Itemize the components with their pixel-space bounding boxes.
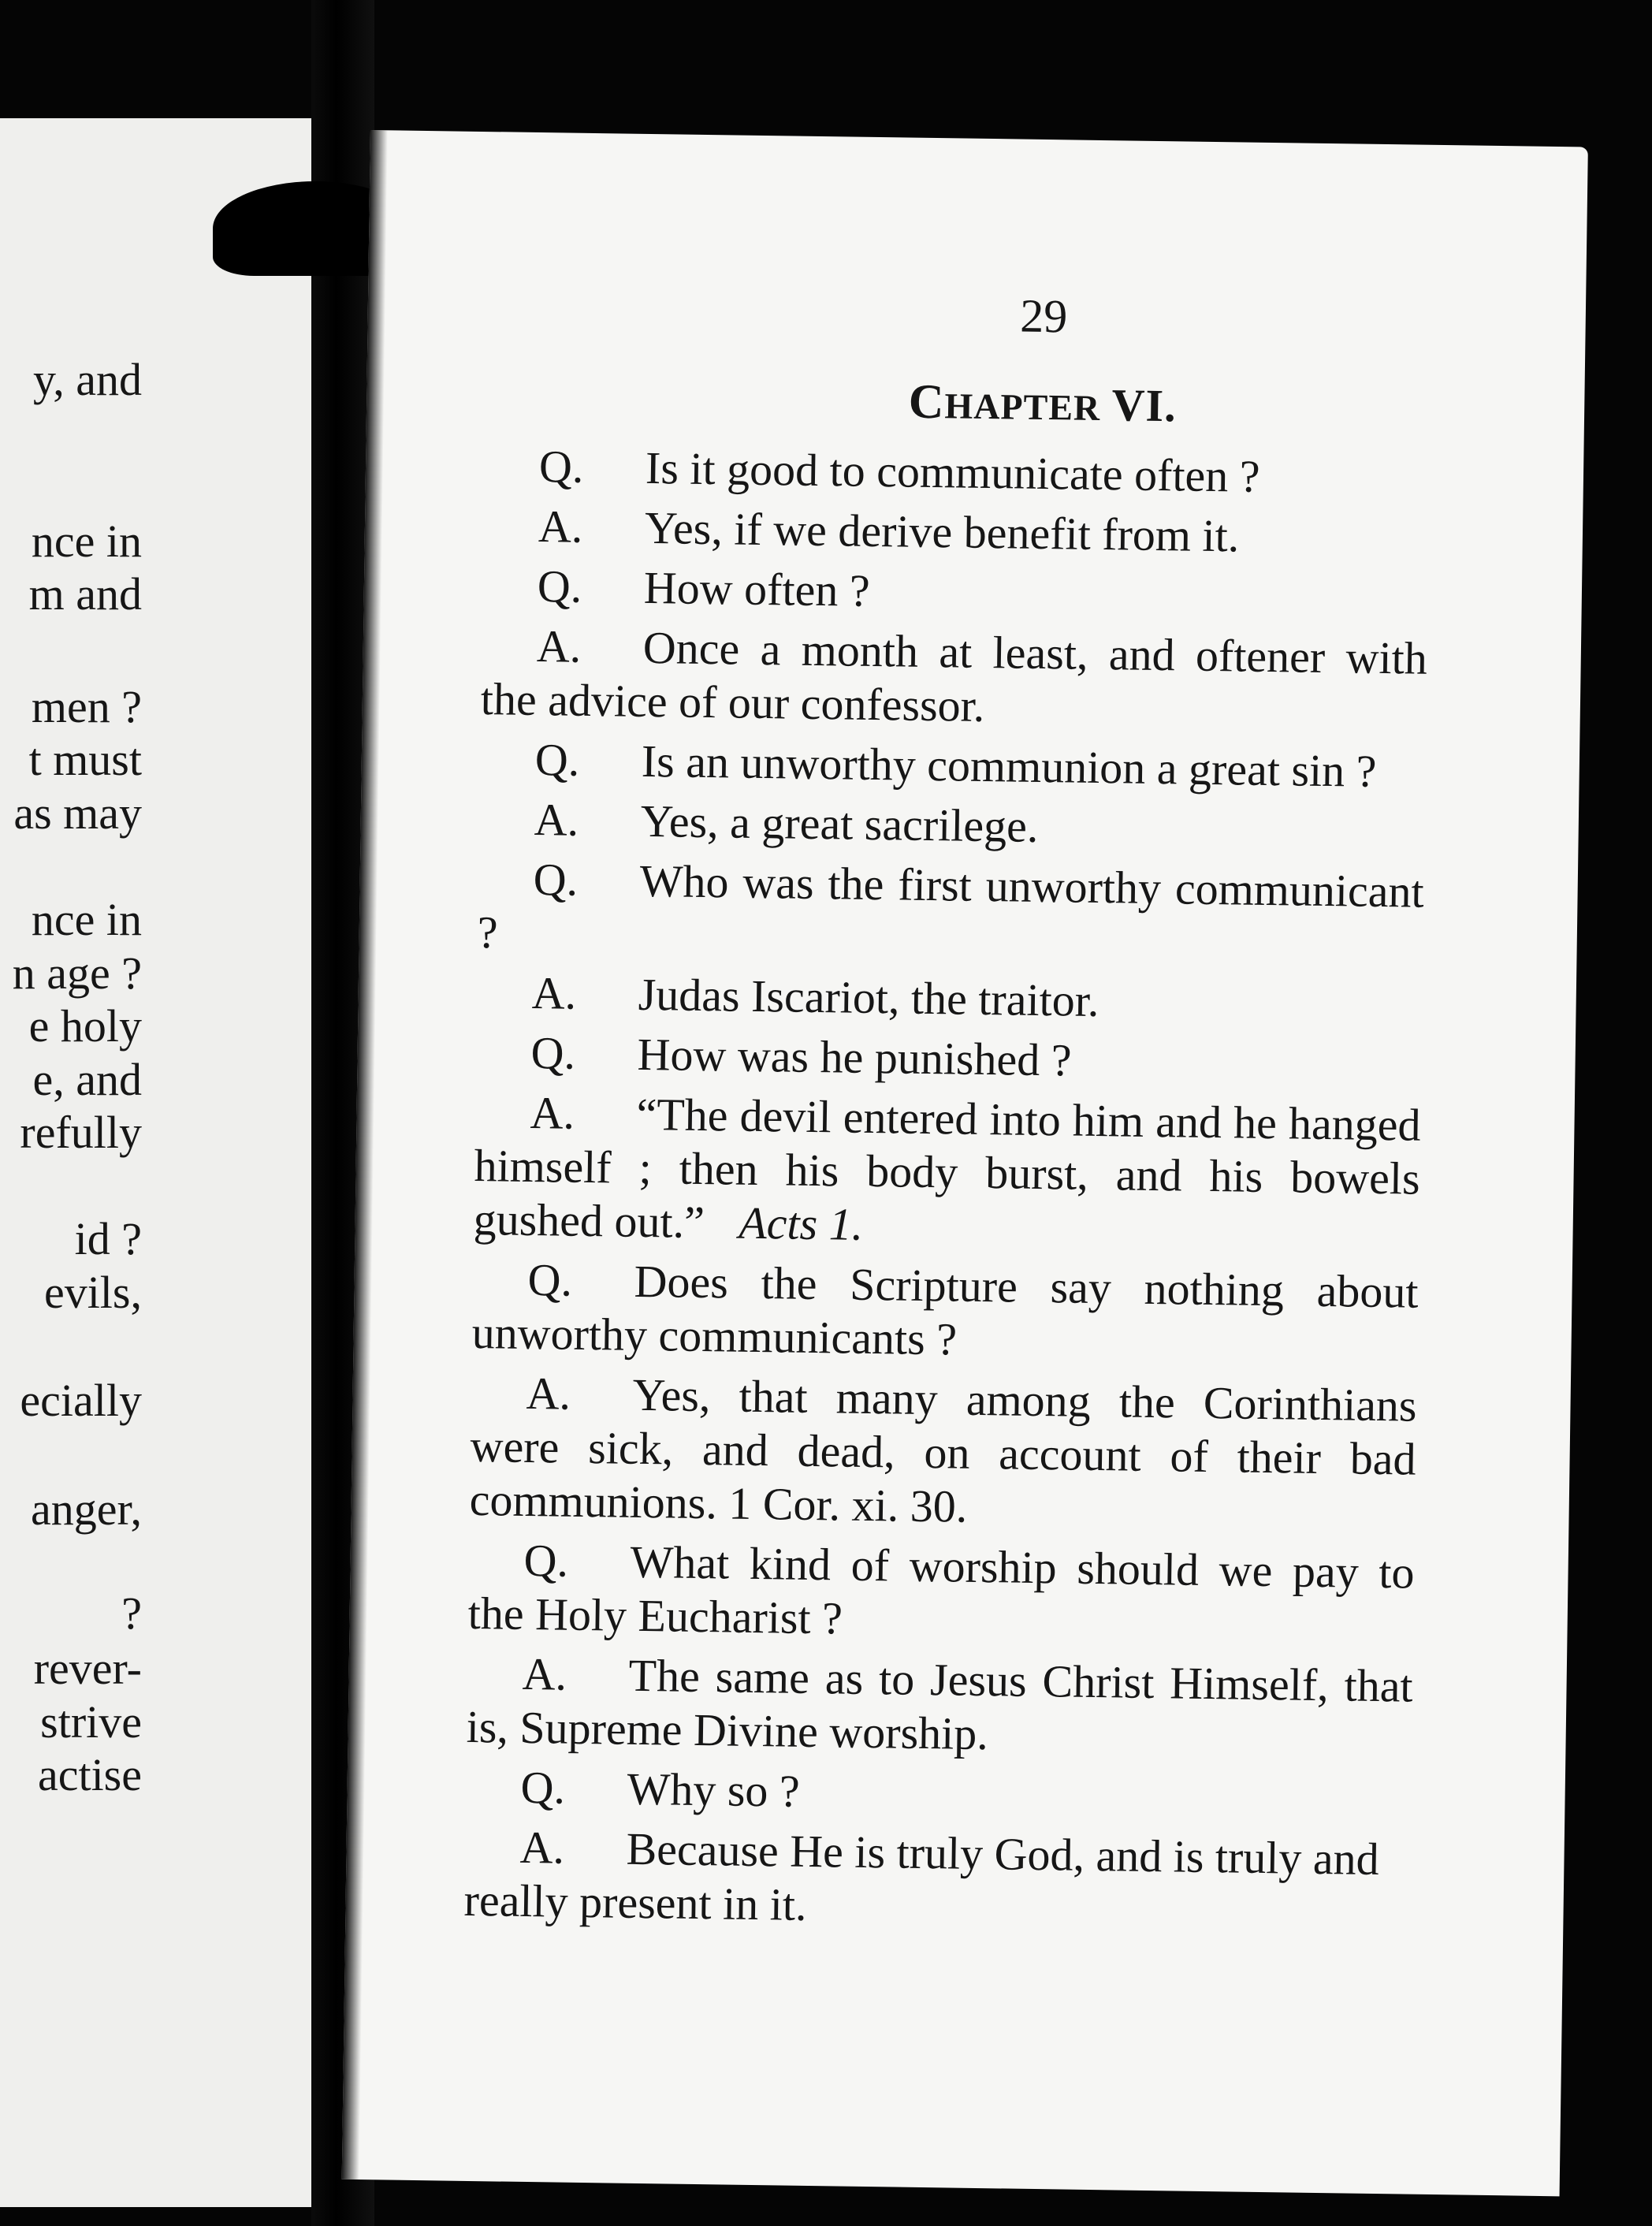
- left-line: t must: [28, 734, 142, 785]
- left-line: rever-: [33, 1643, 142, 1694]
- qa-text: Yes, if we derive benefit from it.: [644, 501, 1240, 562]
- qa-paragraph: [465, 1760, 1412, 1827]
- chapter-initial: C: [908, 374, 946, 430]
- qa-paragraph: [480, 619, 1427, 739]
- qa-label: Q.: [537, 560, 582, 612]
- qa-paragraph: [482, 559, 1428, 626]
- qa-text: How was he punished ?: [637, 1028, 1072, 1086]
- left-line: e, and: [32, 1054, 142, 1105]
- left-line: ecially: [20, 1375, 142, 1426]
- qa-label: A.: [526, 1367, 571, 1420]
- qa-label: A.: [536, 620, 582, 672]
- book-page: [342, 130, 1588, 2196]
- qa-label: Q.: [533, 853, 579, 906]
- qa-label: Q.: [523, 1534, 569, 1587]
- qa-paragraph: [463, 1820, 1411, 1941]
- qa-paragraph: [484, 439, 1431, 506]
- qa-text: Because He is truly God, and is truly and really present in it.: [463, 1822, 1380, 1930]
- qa-paragraph: [475, 1026, 1422, 1093]
- qa-label: Q.: [538, 441, 584, 493]
- chapter-numeral: VI.: [1111, 379, 1178, 432]
- left-line: nce in: [31, 516, 142, 567]
- qa-text: Who was the first unworthy communicant ?: [477, 854, 1425, 959]
- qa-text: Is it good to communicate often ?: [645, 441, 1261, 502]
- left-line: refully: [20, 1107, 142, 1158]
- previous-page-fragment: [0, 118, 311, 2207]
- qa-label: Q.: [534, 733, 580, 786]
- chapter-word-rest: HAPTER: [944, 385, 1101, 428]
- qa-text: Yes, that many among the Corinthians were sick, and dead, on account of their bad communions. 1 Cor. xi. 30.: [469, 1368, 1417, 1532]
- qa-text: Judas Iscariot, the traitor.: [638, 968, 1099, 1027]
- qa-label: Q.: [520, 1761, 566, 1814]
- left-line: y, and: [33, 354, 142, 405]
- qa-paragraph: [466, 1647, 1413, 1767]
- page-number: 29: [1019, 289, 1068, 343]
- qa-text: Once a month at least, and oftener with the advice of our confessor.: [480, 621, 1428, 731]
- qa-label: A.: [519, 1821, 565, 1874]
- qa-text: What kind of worship should we pay to the Holy Eucharist ?: [467, 1535, 1416, 1644]
- qa-paragraph: [478, 792, 1425, 859]
- left-line: n age ?: [12, 947, 142, 999]
- qa-text: Yes, a great sacrilege.: [640, 795, 1039, 852]
- qa-label: A.: [531, 966, 577, 1019]
- left-line: actise: [37, 1749, 142, 1800]
- qa-text: How often ?: [643, 561, 871, 616]
- qa-text: The same as to Jesus Christ Himself, that is, Supreme Divine worship.: [466, 1649, 1414, 1760]
- left-line: men ?: [31, 681, 142, 732]
- qa-text: “The devil entered into him and he hanged himself ; then his body burst, and his bowels gushed out.”: [473, 1088, 1421, 1249]
- qa-label: A.: [522, 1647, 567, 1700]
- qa-text: Is an unworthy communion a great sin ?: [641, 735, 1377, 797]
- scripture-reference: Acts 1.: [738, 1197, 864, 1250]
- qa-text: Does the Scripture say nothing about unworthy communicants ?: [471, 1255, 1419, 1365]
- left-line: e holy: [28, 1000, 142, 1052]
- qa-label: A.: [530, 1086, 575, 1139]
- catechism-qa: [463, 439, 1430, 1947]
- qa-paragraph: [483, 499, 1430, 566]
- qa-paragraph: [471, 1253, 1419, 1373]
- left-line: m and: [28, 568, 142, 620]
- qa-paragraph: [479, 732, 1426, 799]
- qa-paragraph: [467, 1533, 1415, 1654]
- qa-label: A.: [534, 793, 579, 846]
- chapter-heading: [366, 367, 1585, 440]
- qa-label: Q.: [527, 1253, 573, 1306]
- left-line: ?: [121, 1588, 142, 1639]
- left-line: anger,: [31, 1483, 142, 1535]
- left-line: evils,: [43, 1267, 142, 1318]
- qa-label: Q.: [530, 1026, 576, 1079]
- left-line: as may: [13, 787, 142, 839]
- qa-paragraph: [476, 966, 1423, 1033]
- qa-paragraph: [477, 852, 1424, 973]
- qa-text: Why so ?: [627, 1763, 801, 1817]
- qa-paragraph: [473, 1085, 1421, 1260]
- left-line: nce in: [31, 894, 142, 945]
- left-line: id ?: [74, 1213, 142, 1264]
- qa-label: A.: [538, 501, 583, 553]
- qa-paragraph: [469, 1366, 1417, 1540]
- left-line: strive: [40, 1696, 142, 1748]
